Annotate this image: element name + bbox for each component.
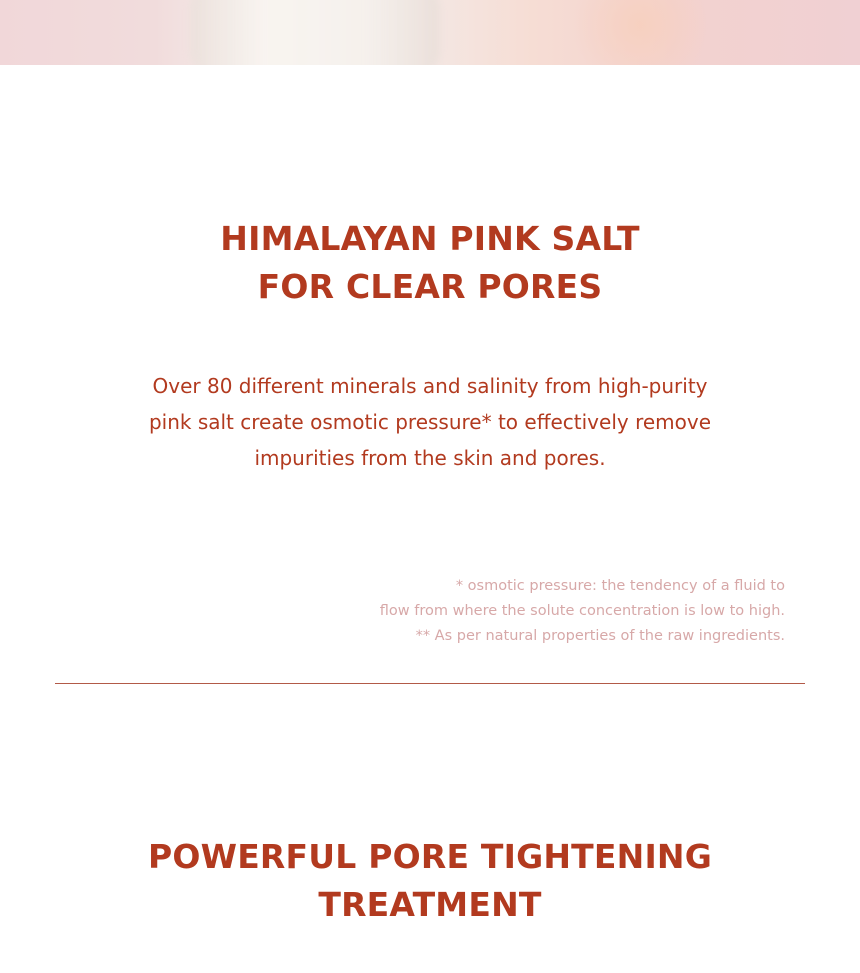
description-line: pink salt create osmotic pressure* to effectively remove [148, 410, 712, 434]
description-line: Over 80 different minerals and salinity from high-purity [152, 374, 708, 398]
footnote-line: ** As per natural properties of the raw ingredients. [415, 628, 785, 644]
product-bottle-image [190, 0, 440, 65]
product-image-strip [0, 0, 860, 65]
section-heading-pore-tightening [0, 833, 860, 929]
footnote-line: * osmotic pressure: the tendency of a fluid to [455, 578, 785, 594]
background-glow [560, 0, 720, 65]
section-heading-pink-salt [0, 215, 860, 311]
heading-line: HIMALAYAN PINK SALT [220, 219, 640, 258]
description-line: impurities from the skin and pores. [254, 446, 606, 470]
section-description [80, 368, 780, 476]
footnote-line: flow from where the solute concentration is low to high. [379, 603, 785, 619]
heading-line: FOR CLEAR PORES [257, 267, 603, 306]
footnotes [225, 574, 785, 649]
heading-line: TREATMENT [318, 885, 542, 924]
section-divider [55, 683, 805, 684]
heading-line: POWERFUL PORE TIGHTENING [147, 837, 713, 876]
